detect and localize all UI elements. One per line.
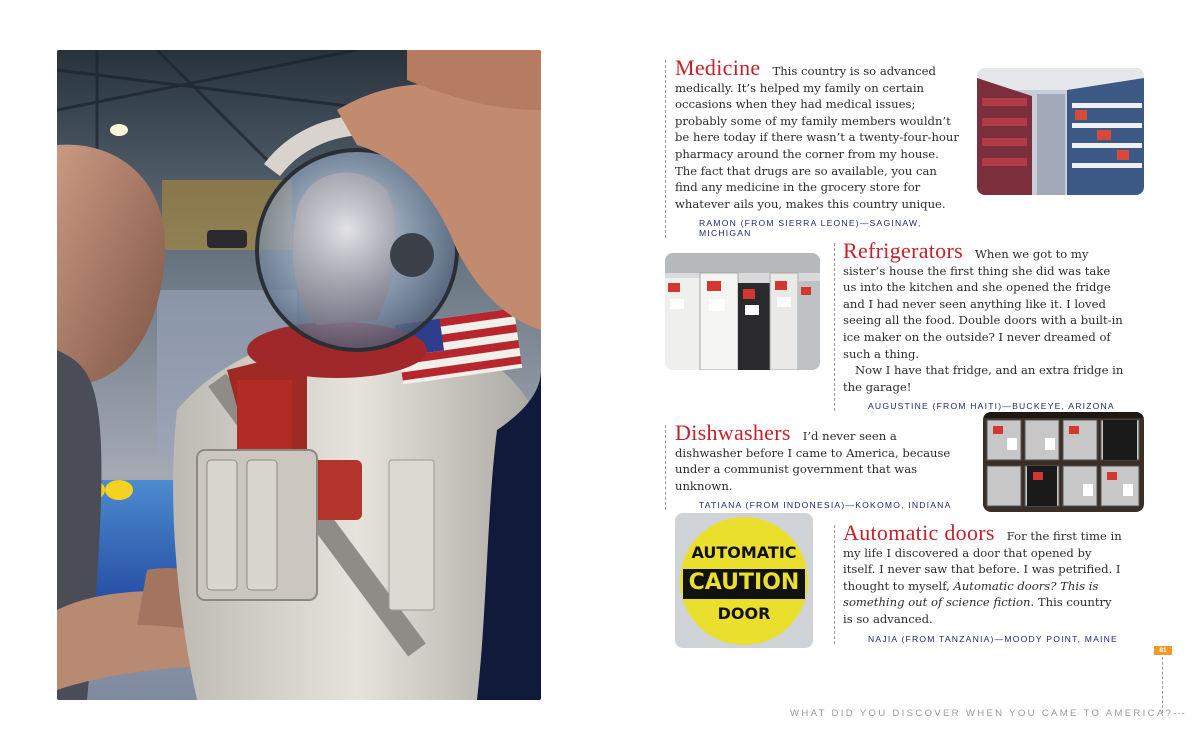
refrigerators-attribution: AUGUSTINE (FROM HAITI)—BUCKEYE, ARIZONA bbox=[868, 401, 1115, 412]
automatic-doors-text-b: Automatic doors? This is something out of science fiction. bbox=[843, 578, 1099, 610]
automatic-doors-attribution: NAJIA (FROM TANZANIA)—MOODY POINT, MAINE bbox=[868, 633, 1118, 644]
refrigerators-heading: Refrigerators bbox=[843, 238, 963, 263]
dishwashers-heading: Dishwashers bbox=[675, 420, 791, 445]
footer-dash: --- bbox=[1173, 708, 1186, 719]
section-refrigerators bbox=[834, 238, 1124, 412]
medicine-text: This country is so advanced medically. It’s helped my family on certain occasions when they had medical issues; probably some of my family members wouldn’t be here today if there wasn’t a twenty-four-hour pharmacy around the corner from my house. The fact that drugs are so available, you can find any medicine in the grocery store for whatever ails you, makes this country unique. bbox=[675, 64, 959, 211]
pharmacy-aisle-illustration bbox=[977, 68, 1144, 195]
astronaut-illustration bbox=[57, 50, 541, 700]
refrigerators-illustration bbox=[665, 253, 820, 370]
sign-text-door: DOOR bbox=[717, 604, 771, 623]
page-dashed-line bbox=[1162, 657, 1163, 713]
dishwashers-text: I’d never seen a dishwasher before I came to America, because under a communist government that was unknown. bbox=[675, 429, 951, 493]
astronaut-photo bbox=[57, 50, 541, 700]
automatic-door-sign-photo bbox=[675, 513, 813, 648]
automatic-doors-body bbox=[843, 520, 1124, 628]
dishwashers-illustration bbox=[983, 412, 1144, 512]
refrigerators-photo bbox=[665, 253, 820, 370]
dashed-divider bbox=[834, 525, 835, 644]
automatic-doors-text-a: For the first time in my life I discovered a door that opened by itself. I never saw that before. I was petrified. I thought to myself, bbox=[843, 529, 1122, 593]
pharmacy-aisle-photo bbox=[977, 68, 1144, 195]
refrigerators-body bbox=[843, 238, 1124, 395]
medicine-body bbox=[675, 55, 960, 212]
refrigerators-text: When we got to my sister’s house the first thing she did was take us into the kitchen and she opened the fridge and I had never seen anything like it. I loved seeing all the food. Double doors with a built-in ice maker on the outside? I never dreamed of such a thing. bbox=[843, 247, 1123, 361]
sign-text-caution: CAUTION bbox=[688, 570, 800, 595]
section-medicine bbox=[665, 55, 960, 239]
dashed-divider bbox=[665, 60, 666, 238]
dishwashers-attribution: TATIANA (FROM INDONESIA)—KOKOMO, INDIANA bbox=[699, 500, 952, 511]
sign-text-automatic: AUTOMATIC bbox=[691, 543, 797, 562]
automatic-doors-text-c: This country is so advanced. bbox=[843, 595, 1112, 626]
dishwashers-body bbox=[675, 420, 960, 494]
medicine-heading: Medicine bbox=[675, 55, 761, 80]
section-automatic-doors bbox=[834, 520, 1124, 644]
dishwashers-photo bbox=[983, 412, 1144, 512]
page-number: 81 bbox=[1154, 646, 1172, 655]
automatic-doors-heading: Automatic doors bbox=[843, 520, 995, 545]
running-footer bbox=[790, 708, 1186, 719]
footer-question: WHAT DID YOU DISCOVER WHEN YOU CAME TO AMERICA? bbox=[790, 708, 1174, 719]
dashed-divider bbox=[834, 243, 835, 411]
section-dishwashers bbox=[665, 420, 960, 511]
medicine-attribution: RAMON (FROM SIERRA LEONE)—SAGINAW, MICHIGAN bbox=[699, 218, 922, 239]
dashed-divider bbox=[665, 425, 666, 510]
refrigerators-text-2: Now I have that fridge, and an extra fridge in the garage! bbox=[843, 363, 1124, 394]
